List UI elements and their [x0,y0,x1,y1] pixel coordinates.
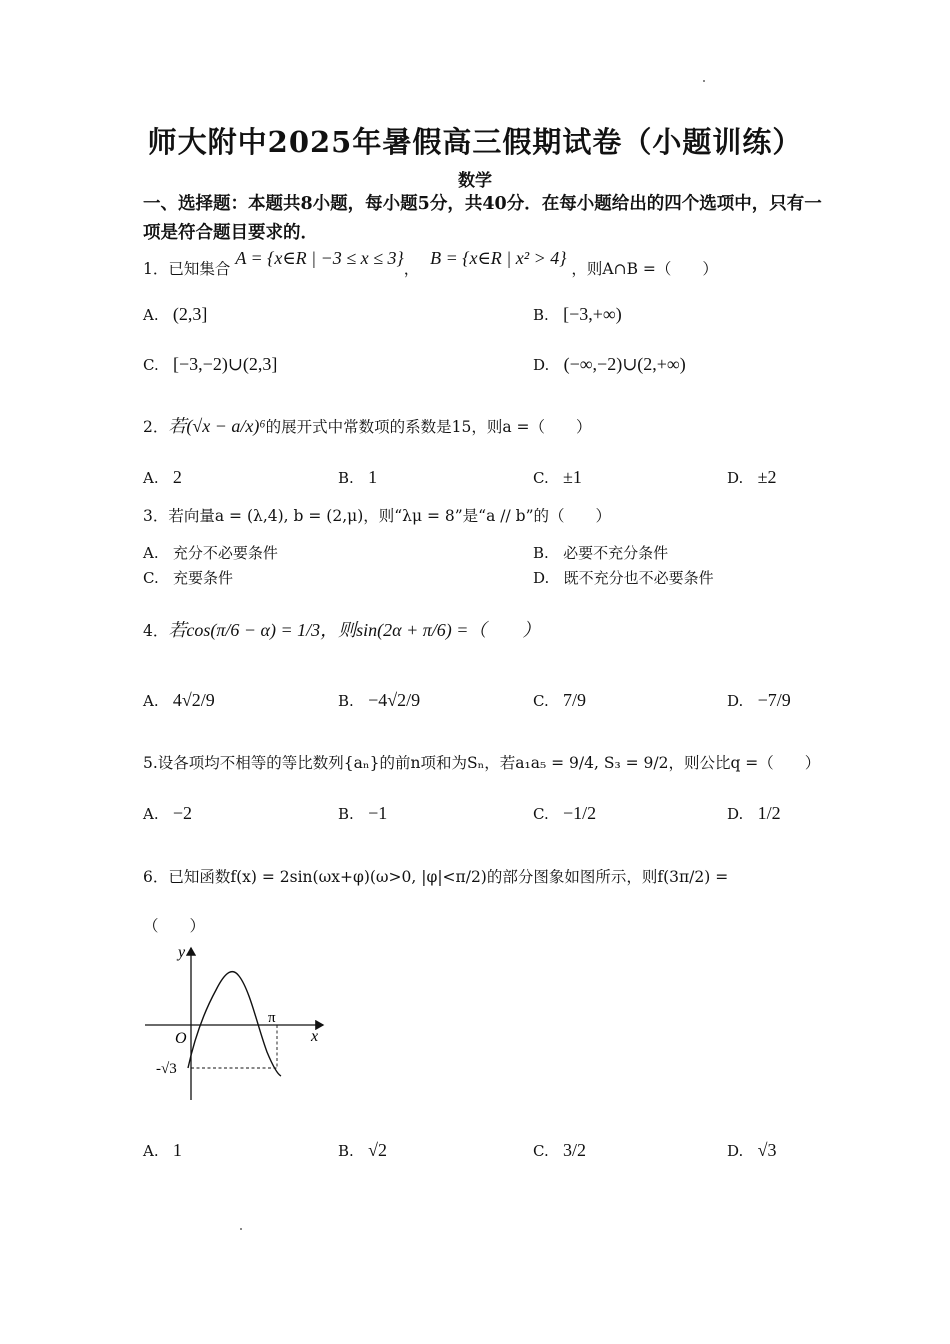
question-tail: ，则A∩B =（ ） [571,260,718,278]
scan-dot [240,1228,242,1230]
question-stem: 若向量a = (λ,4), b = (2,μ)，则“λμ = 8”是“a // b”的（ ） [168,507,611,525]
question-number: 1． [143,260,169,278]
option-d[interactable]: D. (−∞,−2)∪(2,+∞) [533,354,686,374]
scan-dot [703,80,705,82]
option-d[interactable]: D. ±2 [727,467,777,487]
question-stem: 设各项均不相等的等比数列{aₙ}的前n项和为Sₙ，若a₁a₅ = 9/4, S₃ = 9/2，则公比q =（ ） [157,754,821,772]
question-5 [143,751,820,773]
option-b[interactable]: B. 1 [338,467,378,487]
option-a[interactable]: A. 4√2/9 [143,690,215,710]
option-a[interactable]: A. (2,3] [143,304,208,324]
option-a-text: −2 [172,803,193,823]
option-c-text: [−3,−2)∪(2,3] [173,354,278,374]
question-2 [143,412,592,438]
exam-title: 师大附中2025年暑假高三假期试卷（小题训练） [147,125,803,159]
option-d-text: (−∞,−2)∪(2,+∞) [563,354,686,374]
option-d[interactable]: D. √3 [727,1140,777,1160]
option-c[interactable]: C. −1/2 [533,803,597,823]
option-b[interactable]: B. √2 [338,1140,387,1160]
question-tail: 的展开式中常数项的系数是15，则a =（ ） [265,418,592,436]
option-c-text: 充要条件 [173,569,234,587]
option-a-text: (2,3] [172,304,208,324]
section-heading: 一、选择题：本题共8小题，每小题5分，共40分．在每小题给出的四个选项中，只有一项是符合题目要求的． [143,194,822,243]
answer-paren: （ ） [143,917,206,935]
option-c[interactable]: C. 3/2 [533,1140,587,1160]
option-a[interactable]: A. 充分不必要条件 [143,544,278,562]
min-label: -√3 [156,1061,177,1077]
option-b-text: [−3,+∞) [563,304,622,324]
binomial-expression: 若(√x − a/x)⁶ [168,416,266,436]
option-c[interactable]: C. 充要条件 [143,569,234,587]
option-a[interactable]: A. 1 [143,1140,182,1160]
option-b-text: 必要不充分条件 [563,544,669,562]
set-a: A = {x∈R | −3 ≤ x ≤ 3} [235,248,404,268]
set-b: B = {x∈R | x² > 4} [430,248,567,268]
question-number: 2． [143,418,169,436]
option-b-text: 1 [368,467,378,487]
option-d[interactable]: D. 既不充分也不必要条件 [533,569,714,587]
question-number: 4． [143,622,169,640]
option-b-text: −4√2/9 [368,690,421,710]
exam-subject: 数学 [458,171,492,191]
option-c[interactable]: C. 7/9 [533,690,587,710]
function-graph [140,940,340,1105]
y-label: y [178,944,186,961]
option-c-text: −1/2 [563,803,597,823]
pi-label: π [268,1010,276,1026]
option-d[interactable]: D. −7/9 [727,690,791,710]
option-c[interactable]: C. ±1 [533,467,582,487]
option-d-text: 1/2 [757,803,781,823]
option-c-text: ±1 [563,467,582,487]
question-stem: 已知集合 [168,260,231,278]
question-4 [143,616,540,642]
option-b[interactable]: B. −1 [338,803,388,823]
question-3 [143,504,611,526]
option-a-text: 充分不必要条件 [172,544,278,562]
option-d-text: 既不充分也不必要条件 [563,569,714,587]
option-b-text: −1 [368,803,388,823]
option-a[interactable]: A. 2 [143,467,182,487]
option-a-text: 2 [172,467,182,487]
question-stem: 已知函数f(x) = 2sin(ωx+φ)(ω>0, |φ|<π/2)的部分图象如图所示，则f(3π/2) = [168,868,729,886]
option-b[interactable]: B. 必要不充分条件 [533,544,669,562]
question-number: 3． [143,507,169,525]
option-b-text: √2 [368,1140,387,1160]
origin-label: O [175,1030,187,1047]
question-6 [143,865,728,887]
option-d-text: ±2 [757,467,777,487]
option-c[interactable]: C. [−3,−2)∪(2,3] [143,354,278,374]
option-b[interactable]: B. [−3,+∞) [533,304,622,324]
question-number: 5. [143,754,158,772]
option-d[interactable]: D. 1/2 [727,803,781,823]
question-number: 6． [143,868,169,886]
option-d-text: −7/9 [757,690,791,710]
option-c-text: 3/2 [563,1140,587,1160]
x-label: x [311,1028,319,1045]
question-1: 1．已知集合 A = {x∈R | −3 ≤ x ≤ 3}， B = {x∈R | x² > 4} ，则A∩B =（ ） [143,248,718,278]
option-d-text: √3 [757,1140,777,1160]
option-b[interactable]: B. −4√2/9 [338,690,421,710]
option-a-text: 1 [172,1140,182,1160]
option-a-text: 4√2/9 [172,690,215,710]
option-a[interactable]: A. −2 [143,803,193,823]
option-c-text: 7/9 [563,690,587,710]
question-stem: 若cos(π/6 − α) = 1/3，则sin(2α + π/6) =（ ） [168,620,541,640]
